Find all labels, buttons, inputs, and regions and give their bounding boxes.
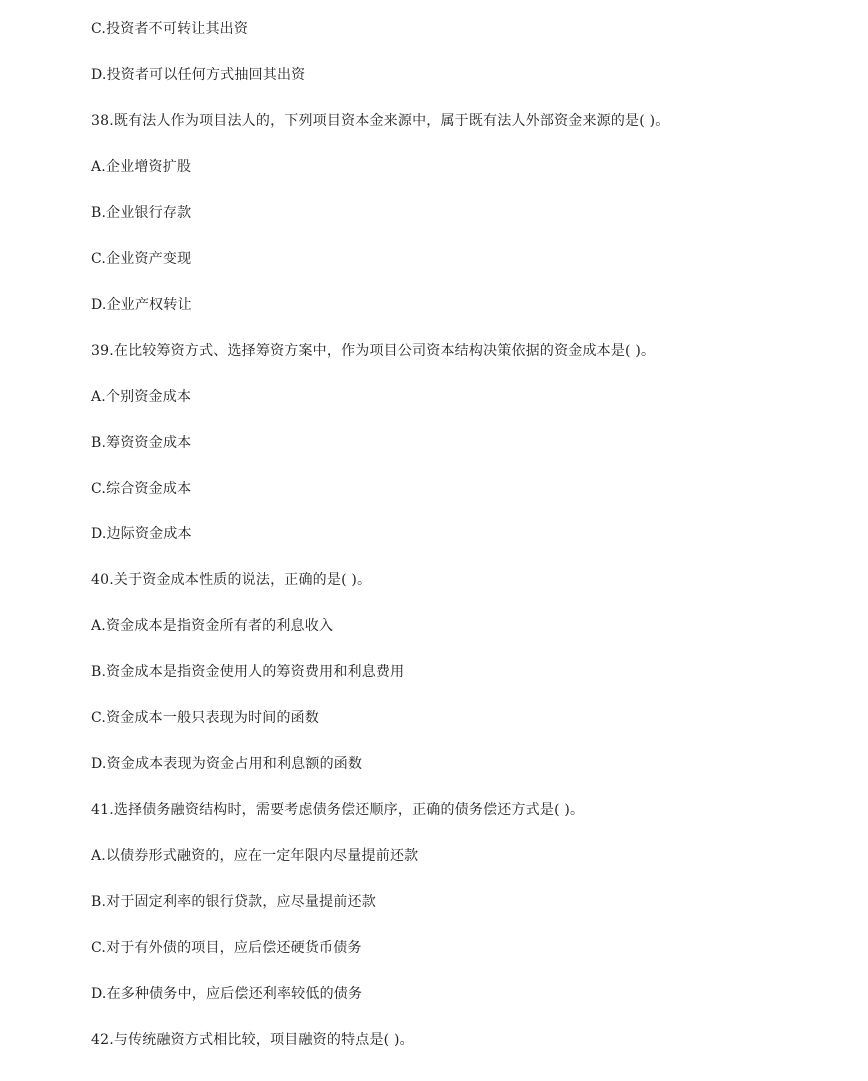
option-40-a: A.资金成本是指资金所有者的利息收入 [91,618,334,634]
option-41-d: D.在多种债务中，应后偿还利率较低的债务 [91,986,363,1002]
option-40-b: B.资金成本是指资金使用人的筹资费用和利息费用 [91,664,405,680]
option-39-a: A.个别资金成本 [91,389,192,405]
option-37-c: C.投资者不可转让其出资 [91,21,249,37]
option-38-c: C.企业资产变现 [91,251,192,267]
option-39-d: D.边际资金成本 [91,526,192,542]
question-39: 39.在比较筹资方式、选择筹资方案中，作为项目公司资本结构决策依据的资金成本是( )。 [91,343,656,359]
question-42: 42.与传统融资方式相比较，项目融资的特点是( )。 [91,1032,414,1048]
option-39-b: B.筹资资金成本 [91,435,192,451]
option-40-d: D.资金成本表现为资金占用和利息额的函数 [91,756,363,772]
option-39-c: C.综合资金成本 [91,481,192,497]
option-37-d: D.投资者可以任何方式抽回其出资 [91,67,306,83]
question-38: 38.既有法人作为项目法人的，下列项目资本金来源中，属于既有法人外部资金来源的是( )。 [91,113,670,129]
question-40: 40.关于资金成本性质的说法，正确的是( )。 [91,572,372,588]
option-40-c: C.资金成本一般只表现为时间的函数 [91,710,320,726]
option-38-b: B.企业银行存款 [91,205,192,221]
question-41: 41.选择债务融资结构时，需要考虑债务偿还顺序，正确的债务偿还方式是( )。 [91,802,585,818]
option-41-b: B.对于固定利率的银行贷款，应尽量提前还款 [91,894,376,910]
option-38-a: A.企业增资扩股 [91,159,192,175]
option-41-c: C.对于有外债的项目，应后偿还硬货币债务 [91,940,362,956]
option-41-a: A.以债券形式融资的，应在一定年限内尽量提前还款 [91,848,419,864]
option-38-d: D.企业产权转让 [91,297,192,313]
